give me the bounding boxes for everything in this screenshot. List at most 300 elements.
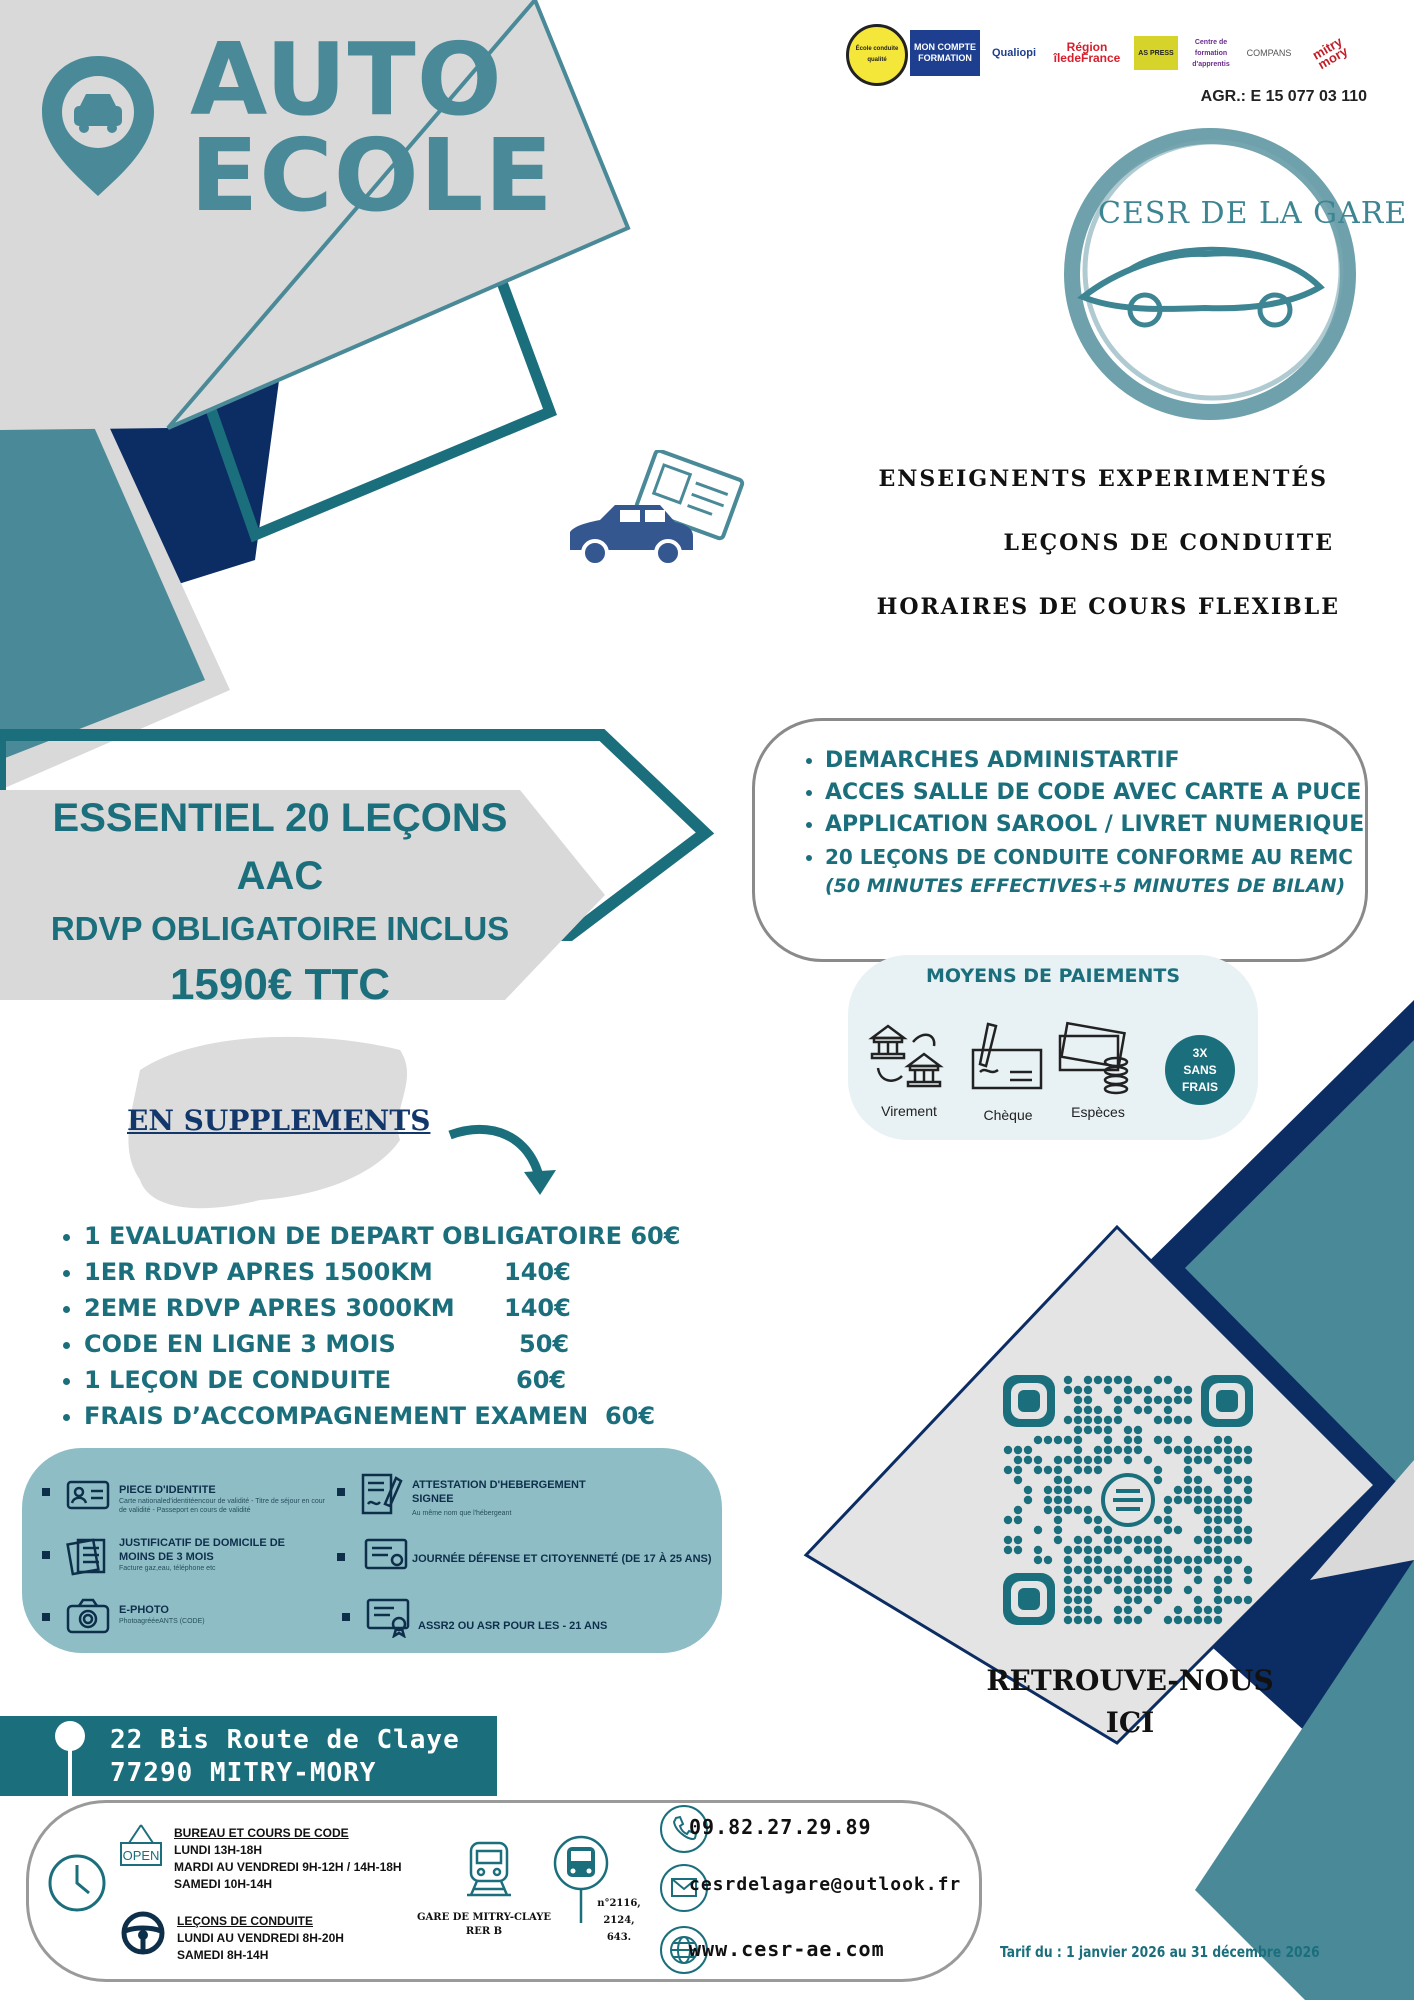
- qr-module: [1104, 1526, 1112, 1534]
- feature-teachers: ENSEIGNENTS EXPERIMENTÉS: [878, 466, 1328, 492]
- qr-module: [1204, 1496, 1212, 1504]
- qr-module: [1134, 1446, 1142, 1454]
- qr-module: [1124, 1566, 1132, 1574]
- qr-module: [1094, 1406, 1102, 1414]
- qr-module: [1074, 1536, 1082, 1544]
- qr-module: [1214, 1536, 1222, 1544]
- qr-module: [1184, 1616, 1192, 1624]
- qr-module: [1044, 1436, 1052, 1444]
- qr-module: [1054, 1506, 1062, 1514]
- qr-module: [1124, 1446, 1132, 1454]
- qr-module: [1064, 1546, 1072, 1554]
- qr-module: [1084, 1546, 1092, 1554]
- qr-module: [1074, 1456, 1082, 1464]
- cheque-icon: [970, 1020, 1044, 1095]
- qr-module: [1004, 1516, 1012, 1524]
- qr-module: [1104, 1446, 1112, 1454]
- open-sign-icon: [119, 1823, 163, 1869]
- qr-module: [1184, 1486, 1192, 1494]
- payment-title: MOYENS DE PAIEMENTS: [925, 965, 1181, 987]
- qr-module: [1224, 1556, 1232, 1564]
- qr-module: [1114, 1546, 1122, 1554]
- payment-method-cash: Espèces: [1071, 1104, 1125, 1120]
- qr-module: [1074, 1486, 1082, 1494]
- qr-module: [1134, 1566, 1142, 1574]
- qr-module: [1014, 1476, 1022, 1484]
- qr-module: [1174, 1446, 1182, 1454]
- qr-module: [1094, 1556, 1102, 1564]
- qr-module: [1194, 1596, 1202, 1604]
- qr-module: [1154, 1536, 1162, 1544]
- qr-module: [1164, 1616, 1172, 1624]
- qr-module: [1054, 1526, 1062, 1534]
- qr-module: [1034, 1546, 1042, 1554]
- qr-module: [1064, 1376, 1072, 1384]
- qr-module: [1094, 1376, 1102, 1384]
- qr-module: [1244, 1476, 1252, 1484]
- doc-assr: ASSR2 OU ASR POUR LES - 21 ANS: [418, 1620, 608, 1632]
- qr-module: [1124, 1586, 1132, 1594]
- doc-ephoto: E-PHOTO PhotoagrééeANTS (CODE): [119, 1604, 205, 1625]
- agreement-number: AGR.: E 15 077 03 110: [1200, 88, 1367, 105]
- bus-lines: n°2116, 2124, 643.: [597, 1898, 641, 1943]
- signed-document-icon: [360, 1472, 404, 1518]
- qr-module: [1224, 1496, 1232, 1504]
- qr-module: [1014, 1506, 1022, 1514]
- qr-module: [1064, 1556, 1072, 1564]
- qr-module: [1204, 1606, 1212, 1614]
- qr-module: [1194, 1476, 1202, 1484]
- qr-module: [1184, 1556, 1192, 1564]
- qr-module: [1214, 1506, 1222, 1514]
- qr-module: [1204, 1556, 1212, 1564]
- qr-module: [1104, 1426, 1112, 1434]
- qr-module: [1154, 1516, 1162, 1524]
- supplement-item: • 1 LEÇON DE CONDUITE 60€: [84, 1362, 680, 1398]
- qr-module: [1104, 1386, 1112, 1394]
- qr-module: [1124, 1556, 1132, 1564]
- qr-module: [1084, 1566, 1092, 1574]
- driving-hours: LEÇONS DE CONDUITE LUNDI AU VENDREDI 8H-20H SAMEDI 8H-14H: [177, 1914, 344, 1962]
- qr-module: [1074, 1446, 1082, 1454]
- qr-module: [1174, 1416, 1182, 1424]
- qr-module: [1194, 1456, 1202, 1464]
- qr-module: [1004, 1546, 1012, 1554]
- qr-module: [1074, 1386, 1082, 1394]
- qr-module: [1044, 1496, 1052, 1504]
- qr-module: [1164, 1586, 1172, 1594]
- qr-module: [1114, 1586, 1122, 1594]
- qr-module: [1054, 1516, 1062, 1524]
- qr-module: [1084, 1596, 1092, 1604]
- qr-module: [1104, 1436, 1112, 1444]
- qr-module: [1224, 1446, 1232, 1454]
- qr-module: [1244, 1526, 1252, 1534]
- qr-module: [1114, 1566, 1122, 1574]
- qr-module: [1074, 1546, 1082, 1554]
- offer-price: 1590€ TTC: [169, 960, 391, 1009]
- qr-module: [1164, 1396, 1172, 1404]
- qr-module: [1044, 1486, 1052, 1494]
- qr-module: [1154, 1546, 1162, 1554]
- qr-module: [1124, 1616, 1132, 1624]
- qr-module: [1144, 1456, 1152, 1464]
- qr-module: [1094, 1416, 1102, 1424]
- qr-module: [1124, 1606, 1132, 1614]
- logo-ecole-qualite: École conduite qualité: [846, 24, 908, 86]
- qr-module: [1034, 1436, 1042, 1444]
- qr-module: [1064, 1606, 1072, 1614]
- qr-module: [1144, 1536, 1152, 1544]
- qr-module: [1144, 1546, 1152, 1554]
- qr-module: [1084, 1396, 1092, 1404]
- cash-icon: [1058, 1020, 1138, 1095]
- qr-module: [1134, 1616, 1142, 1624]
- qr-module: [1174, 1616, 1182, 1624]
- qr-module: [1014, 1546, 1022, 1554]
- qr-module: [1084, 1536, 1092, 1544]
- qr-module: [1034, 1466, 1042, 1474]
- qr-module: [1094, 1466, 1102, 1474]
- office-hours: BUREAU ET COURS DE CODE LUNDI 13H-18H MARDI AU VENDREDI 9H-12H / 14H-18H SAMEDI 10H-14H: [174, 1826, 402, 1891]
- qr-module: [1174, 1606, 1182, 1614]
- qr-module: [1094, 1586, 1102, 1594]
- qr-module: [1224, 1516, 1232, 1524]
- qr-module: [1074, 1416, 1082, 1424]
- included-list-panel: [752, 718, 1368, 962]
- qr-module: [1024, 1486, 1032, 1494]
- map-pin-icon: [50, 1720, 90, 1810]
- qr-module: [1114, 1446, 1122, 1454]
- qr-module: [1144, 1396, 1152, 1404]
- id-card-icon: [66, 1480, 110, 1510]
- qr-module: [1084, 1416, 1092, 1424]
- qr-module: [1224, 1456, 1232, 1464]
- feature-flexible-hours: HORAIRES DE COURS FLEXIBLE: [876, 594, 1340, 620]
- steering-wheel-icon: [121, 1911, 165, 1955]
- qr-module: [1124, 1386, 1132, 1394]
- qr-module: [1024, 1456, 1032, 1464]
- brand-logo-icon: [1055, 122, 1365, 432]
- qr-module: [1234, 1446, 1242, 1454]
- qr-module: [1234, 1556, 1242, 1564]
- qr-module: [1064, 1616, 1072, 1624]
- qr-module: [1194, 1556, 1202, 1564]
- qr-module: [1164, 1436, 1172, 1444]
- qr-module: [1224, 1476, 1232, 1484]
- qr-module: [1204, 1486, 1212, 1494]
- qr-module: [1224, 1576, 1232, 1584]
- qr-module: [1074, 1606, 1082, 1614]
- qr-module: [1084, 1486, 1092, 1494]
- qr-module: [1184, 1456, 1192, 1464]
- qr-module: [1144, 1386, 1152, 1394]
- qr-module: [1184, 1446, 1192, 1454]
- qr-module: [1084, 1586, 1092, 1594]
- qr-module: [1194, 1606, 1202, 1614]
- qr-module: [1074, 1426, 1082, 1434]
- qr-module: [1204, 1526, 1212, 1534]
- qr-module: [1224, 1506, 1232, 1514]
- qr-module: [1054, 1436, 1062, 1444]
- qr-module: [1244, 1566, 1252, 1574]
- qr-module: [1224, 1566, 1232, 1574]
- qr-module: [1084, 1506, 1092, 1514]
- qr-module: [1224, 1466, 1232, 1474]
- logo-mon-compte-formation: MON COMPTE FORMATION: [910, 30, 980, 76]
- qr-module: [1014, 1516, 1022, 1524]
- no-fee-badge: 3X SANS FRAIS: [1165, 1035, 1235, 1105]
- qr-module: [1084, 1616, 1092, 1624]
- clock-icon: [47, 1853, 107, 1913]
- qr-module: [1004, 1466, 1012, 1474]
- qr-caption: RETROUVE-NOUS ICI: [986, 1664, 1274, 1739]
- qr-module: [1214, 1496, 1222, 1504]
- qr-module: [1074, 1436, 1082, 1444]
- qr-module: [1044, 1506, 1052, 1514]
- qr-module: [1094, 1516, 1102, 1524]
- qr-module: [1054, 1486, 1062, 1494]
- camera-icon: [66, 1598, 110, 1634]
- page-title: [190, 21, 554, 234]
- qr-module: [1224, 1436, 1232, 1444]
- required-documents-panel: [22, 1448, 722, 1653]
- payment-panel: [848, 955, 1258, 1140]
- qr-module: [1104, 1416, 1112, 1424]
- feature-lessons: LEÇONS DE CONDUITE: [1003, 530, 1334, 556]
- qr-module: [1134, 1386, 1142, 1394]
- qr-module: [1174, 1496, 1182, 1504]
- qr-module: [1244, 1496, 1252, 1504]
- qr-module: [1164, 1576, 1172, 1584]
- qr-module: [1024, 1446, 1032, 1454]
- qr-module: [1204, 1616, 1212, 1624]
- qr-module: [1114, 1536, 1122, 1544]
- qr-module: [1174, 1396, 1182, 1404]
- qr-module: [1194, 1536, 1202, 1544]
- payment-method-transfer: Virement: [881, 1103, 937, 1119]
- supplement-item: • CODE EN LIGNE 3 MOIS 50€: [84, 1326, 680, 1362]
- qr-module: [1244, 1596, 1252, 1604]
- qr-module: [1084, 1606, 1092, 1614]
- qr-module: [1064, 1566, 1072, 1574]
- qr-module: [1164, 1376, 1172, 1384]
- qr-module: [1184, 1386, 1192, 1394]
- title-line-2: ECOLE: [190, 117, 554, 234]
- address: 22 Bis Route de Claye 77290 MITRY-MORY: [110, 1725, 460, 1788]
- included-item-note: (50 MINUTES EFFECTIVES+5 MINUTES DE BILAN): [825, 875, 1346, 897]
- location-pin-icon: [42, 56, 154, 196]
- qr-module: [1154, 1436, 1162, 1444]
- qr-module: [1014, 1466, 1022, 1474]
- qr-module: [1124, 1396, 1132, 1404]
- qr-module: [1064, 1436, 1072, 1444]
- qr-module: [1094, 1456, 1102, 1464]
- qr-module: [1124, 1436, 1132, 1444]
- qr-module: [1244, 1486, 1252, 1494]
- qr-module: [1084, 1516, 1092, 1524]
- qr-module: [1154, 1586, 1162, 1594]
- qr-module: [1184, 1586, 1192, 1594]
- diploma-icon: [366, 1598, 410, 1638]
- qr-module: [1154, 1476, 1162, 1484]
- brand-name: CESR DE LA GARE: [1098, 196, 1408, 231]
- qr-module: [1064, 1416, 1072, 1424]
- qr-module: [1074, 1596, 1082, 1604]
- qr-module: [1074, 1566, 1082, 1574]
- included-item: • 20 LEÇONS DE CONDUITE CONFORME AU REMC (50 MINUTES EFFECTIVES+5 MINUTES DE BILAN): [825, 841, 1365, 899]
- qr-module: [1174, 1556, 1182, 1564]
- qr-module: [1144, 1576, 1152, 1584]
- qr-module: [1214, 1526, 1222, 1534]
- qr-module: [1094, 1426, 1102, 1434]
- qr-module: [1154, 1556, 1162, 1564]
- qr-module: [1134, 1426, 1142, 1434]
- payment-method-cheque: Chèque: [983, 1107, 1033, 1123]
- doc-defense-day: JOURNÉE DÉFENSE ET CITOYENNETÉ (DE 17 À 25 ANS): [412, 1553, 712, 1565]
- qr-module: [1154, 1376, 1162, 1384]
- qr-module: [1034, 1456, 1042, 1464]
- qr-module: [1064, 1586, 1072, 1594]
- qr-module: [1114, 1416, 1122, 1424]
- qr-module: [1114, 1606, 1122, 1614]
- qr-module: [1044, 1466, 1052, 1474]
- qr-module: [1084, 1406, 1092, 1414]
- supplement-item: • 1ER RDVP APRES 1500KM 140€: [84, 1254, 680, 1290]
- qr-module: [1164, 1566, 1172, 1574]
- qr-module: [1094, 1616, 1102, 1624]
- logo-region-idf: Région îledeFrance: [1053, 40, 1121, 65]
- qr-module: [1004, 1446, 1012, 1454]
- qr-module: [1054, 1476, 1062, 1484]
- qr-code[interactable]: [1003, 1375, 1253, 1625]
- qr-module: [1154, 1416, 1162, 1424]
- qr-module: [1224, 1596, 1232, 1604]
- qr-module: [1014, 1536, 1022, 1544]
- qr-module: [1214, 1446, 1222, 1454]
- car-license-icon: [565, 450, 745, 580]
- qr-module: [1214, 1606, 1222, 1614]
- qr-module: [1004, 1536, 1012, 1544]
- qr-module: [1234, 1516, 1242, 1524]
- qr-module: [1084, 1426, 1092, 1434]
- included-item: • DEMARCHES ADMINISTARTIF: [825, 745, 1365, 777]
- qr-module: [1024, 1496, 1032, 1504]
- qr-module: [1164, 1516, 1172, 1524]
- offer-subtitle: AAC: [236, 854, 324, 898]
- qr-module: [1214, 1596, 1222, 1604]
- qr-module: [1094, 1446, 1102, 1454]
- qr-module: [1234, 1526, 1242, 1534]
- qr-module: [1144, 1606, 1152, 1614]
- qr-module: [1194, 1576, 1202, 1584]
- qr-module: [1244, 1576, 1252, 1584]
- included-item: • APPLICATION SAROOL / LIVRET NUMERIQUE: [825, 809, 1365, 841]
- qr-module: [1214, 1546, 1222, 1554]
- qr-module: [1034, 1556, 1042, 1564]
- qr-module: [1204, 1536, 1212, 1544]
- qr-module: [1244, 1446, 1252, 1454]
- qr-module: [1184, 1396, 1192, 1404]
- qr-module: [1184, 1496, 1192, 1504]
- qr-module: [1134, 1586, 1142, 1594]
- qr-module: [1104, 1456, 1112, 1464]
- qr-module: [1114, 1396, 1122, 1404]
- qr-module: [1134, 1546, 1142, 1554]
- qr-module: [1244, 1456, 1252, 1464]
- qr-module: [1164, 1526, 1172, 1534]
- included-item: • ACCES SALLE DE CODE AVEC CARTE A PUCE: [825, 777, 1365, 809]
- logo-as-press: AS PRESS: [1134, 36, 1178, 70]
- qr-module: [1164, 1496, 1172, 1504]
- certificate-icon: [364, 1538, 408, 1574]
- offer-rdvp: RDVP OBLIGATOIRE INCLUS: [50, 910, 510, 947]
- qr-module: [1144, 1566, 1152, 1574]
- qr-module: [1214, 1516, 1222, 1524]
- qr-module: [1054, 1456, 1062, 1464]
- qr-module: [1114, 1616, 1122, 1624]
- qr-module: [1194, 1486, 1202, 1494]
- qr-module: [1174, 1386, 1182, 1394]
- phone-number[interactable]: 09.82.27.29.89: [689, 1815, 872, 1839]
- qr-module: [1064, 1596, 1072, 1604]
- qr-module: [1184, 1476, 1192, 1484]
- qr-module: [1144, 1406, 1152, 1414]
- website-link[interactable]: www.cesr-ae.com: [689, 1937, 885, 1961]
- offer-title: ESSENTIEL 20 LEÇONS: [52, 796, 508, 840]
- qr-module: [1084, 1466, 1092, 1474]
- qr-module: [1214, 1466, 1222, 1474]
- supplements-list: [50, 1218, 680, 1434]
- qr-module: [1234, 1456, 1242, 1464]
- qr-module: [1204, 1446, 1212, 1454]
- qr-module: [1074, 1506, 1082, 1514]
- qr-module: [1104, 1546, 1112, 1554]
- qr-module: [1154, 1396, 1162, 1404]
- qr-module: [1134, 1576, 1142, 1584]
- qr-module: [1124, 1456, 1132, 1464]
- qr-module: [1114, 1376, 1122, 1384]
- qr-module: [1074, 1586, 1082, 1594]
- qr-module: [1164, 1406, 1172, 1414]
- qr-module: [1014, 1456, 1022, 1464]
- qr-module: [1064, 1576, 1072, 1584]
- qr-module: [1194, 1506, 1202, 1514]
- email-address[interactable]: cesrdelagare@outlook.fr: [689, 1874, 962, 1895]
- supplement-item: • FRAIS D’ACCOMPAGNEMENT EXAMEN 60€: [84, 1398, 680, 1434]
- qr-module: [1074, 1466, 1082, 1474]
- qr-module: [1124, 1596, 1132, 1604]
- qr-module: [1224, 1486, 1232, 1494]
- qr-module: [1064, 1496, 1072, 1504]
- qr-module: [1204, 1516, 1212, 1524]
- qr-module: [1154, 1576, 1162, 1584]
- qr-module: [1204, 1506, 1212, 1514]
- train-station: GARE DE MITRY-CLAYE RER B: [417, 1912, 551, 1937]
- partner-logos: [846, 22, 1366, 82]
- qr-module: [1214, 1436, 1222, 1444]
- qr-module: [1154, 1466, 1162, 1474]
- qr-module: [1194, 1566, 1202, 1574]
- qr-module: [1154, 1566, 1162, 1574]
- supplement-item: • 1 EVALUATION DE DEPART OBLIGATOIRE 60€: [84, 1218, 680, 1254]
- doc-hosting-certificate: ATTESTATION D'HEBERGEMENT SIGNEE Au même nom que l'hébergeant: [412, 1479, 586, 1517]
- qr-module: [1144, 1586, 1152, 1594]
- qr-module: [1054, 1496, 1062, 1504]
- logo-mitry-mory: mitry mory: [1309, 33, 1351, 73]
- qr-module: [1174, 1526, 1182, 1534]
- qr-module: [1094, 1566, 1102, 1574]
